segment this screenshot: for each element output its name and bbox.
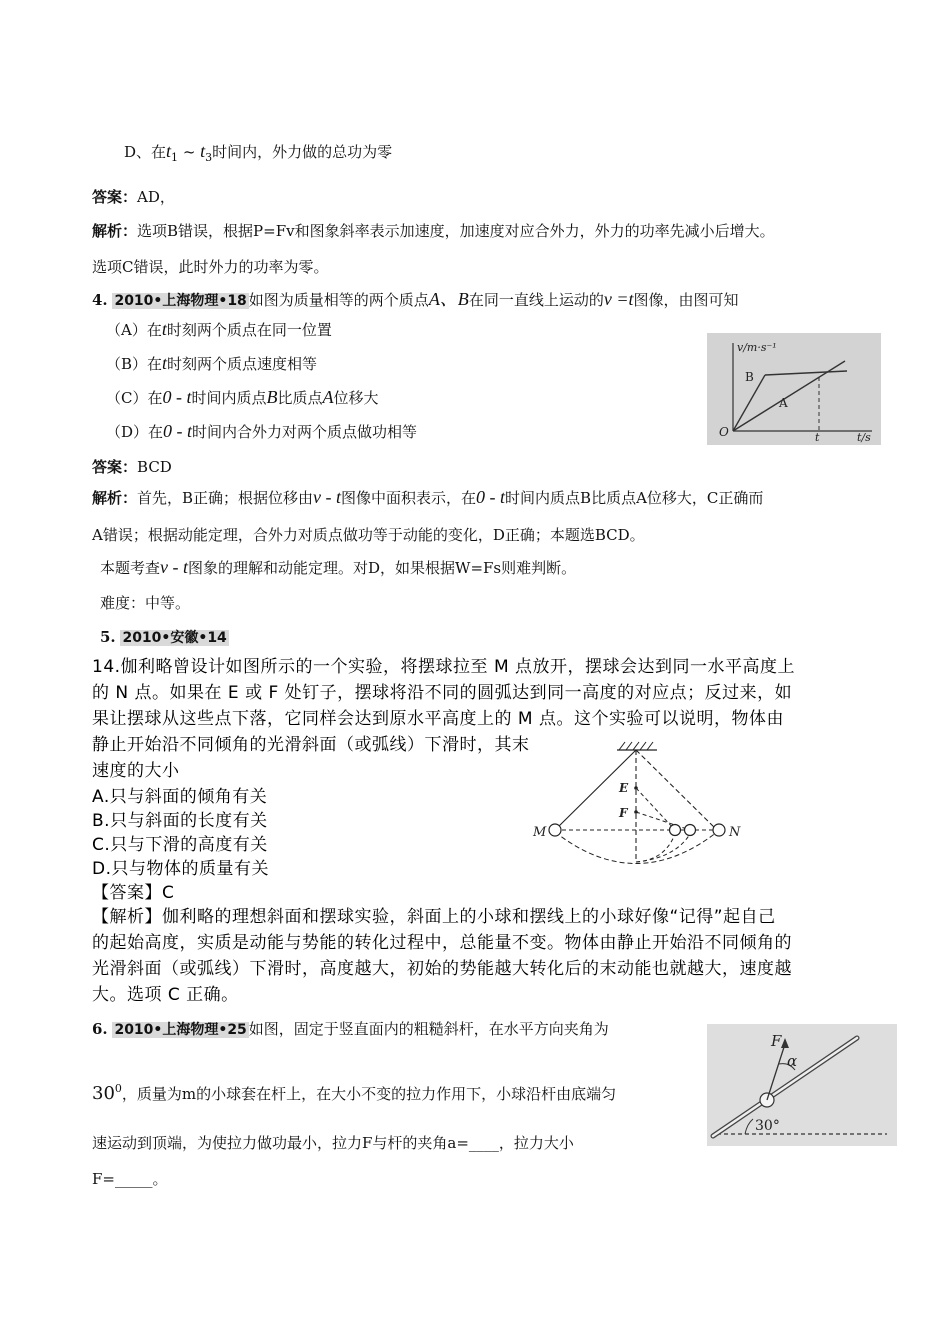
answer-value: AD， [137, 188, 175, 206]
q4-option-d [106, 420, 417, 443]
peg-e [634, 786, 638, 790]
q5-source: 2010•安徽•14 [122, 630, 227, 646]
q5-text-5: 速度的大小 [92, 761, 180, 781]
q4-stem-vt: v =t [603, 289, 634, 309]
option-post: 时刻两个质点速度相等 [167, 355, 318, 373]
q6-number: 6. [92, 1020, 108, 1038]
q5-analysis-2: 的起始高度，实质是动能与势能的转化过程中，总能量不变。物体由静止开始沿不同倾角的 [92, 933, 792, 953]
q4-option-b [106, 352, 317, 375]
q6-line4: F=_____。 [92, 1170, 168, 1188]
q5-number: 5. [100, 628, 116, 646]
q3-option-d-suffix: 时间内，外力做的总功为零 [212, 143, 393, 161]
q4-option-c [106, 386, 379, 409]
label-f: F [619, 806, 628, 820]
vt-y-label: v/m·s⁻¹ [737, 341, 777, 354]
q5-analysis-3: 光滑斜面（或弧线）下滑时，高度越大，初始的势能越大转化后的末动能也就越大，速度越 [92, 959, 792, 979]
analysis-label: 解析： [92, 222, 138, 240]
note-var: v - t [160, 557, 188, 577]
var-t1: t [166, 141, 172, 161]
ball-f-side [685, 825, 696, 836]
q5-answer: 【答案】C [92, 883, 175, 903]
q6-line3: 速运动到顶端，为使拉力做功最小，拉力F与杆的夹角a=____，拉力大小 [92, 1134, 574, 1152]
q3-analysis-line1 [92, 220, 775, 242]
q4-stem-a: 如图为质量相等的两个质点 [248, 291, 429, 309]
q4-vt-graph [707, 333, 881, 445]
arc-f [636, 834, 690, 862]
q6-rod-figure [707, 1024, 897, 1146]
ball-n [713, 824, 725, 836]
label-30: 30° [755, 1118, 780, 1134]
q5-option-b: B.只与斜面的长度有关 [92, 811, 268, 831]
var-t3: t [200, 141, 206, 161]
q5-text-2: 的 N 点。如果在 E 或 F 处钉子，摆球将沿不同的圆弧达到同一高度的对应点；反过来，如 [92, 683, 793, 703]
q4-number: 4. [92, 291, 108, 309]
analysis-label: 解析： [92, 489, 138, 507]
string-e [636, 788, 675, 830]
q3-answer [92, 186, 175, 208]
q6-line1 [92, 1018, 609, 1041]
vt-label-a: A [779, 396, 788, 410]
string-right [636, 750, 717, 830]
option-pre: （C）在 [106, 389, 163, 407]
vt-x-label: t/s [857, 431, 871, 444]
q6-angle-sup: 0 [114, 1082, 122, 1095]
q4-stem-b: 在同一直线上运动的 [468, 291, 604, 309]
option-pre: （B）在 [106, 355, 163, 373]
option-pre: （A）在 [106, 321, 162, 339]
q5-option-c: C.只与下滑的高度有关 [92, 835, 268, 855]
q5-text-4: 静止开始沿不同倾角的光滑斜面（或弧线）下滑时，其末 [92, 735, 530, 755]
tilde: ~ [178, 143, 201, 161]
q4-analysis-line2: A错误；根据动能定理，合外力对质点做功等于动能的变化，D正确；本题选BCD。 [92, 526, 645, 544]
analysis-var: v - t [313, 487, 342, 507]
ceiling-hatch [619, 742, 653, 750]
option-mid: 时间内质点 [191, 389, 267, 407]
q5-option-a: A.只与斜面的倾角有关 [92, 787, 268, 807]
note-text: 图象的理解和动能定理。对D，如果根据W=Fs则难判断。 [188, 559, 577, 577]
vt-line-b-flat [765, 371, 847, 375]
analysis-text: 首先，B正确；根据位移由 [137, 489, 314, 507]
peg-f [634, 810, 638, 814]
label-alpha: α [787, 1052, 798, 1070]
vt-origin: O [719, 425, 729, 439]
q4-analysis-line1 [92, 486, 763, 509]
angle-arc [745, 1119, 753, 1134]
q5-header [100, 626, 229, 649]
q5-pendulum-figure [525, 740, 750, 875]
force-arrowhead [781, 1038, 789, 1048]
option-var: t [162, 353, 168, 373]
analysis-var: 0 - t [476, 487, 506, 507]
analysis-text: 时间内质点B比质点A位移大，C正确而 [505, 489, 764, 507]
q6-line2-text: ，质量为m的小球套在杆上，在大小不变的拉力作用下，小球沿杆由底端匀 [121, 1085, 617, 1103]
label-e: E [619, 781, 629, 795]
option-var: 0 - t [162, 387, 192, 407]
q4-stem-c: 图像，由图可知 [633, 291, 739, 309]
answer-label: 答案： [92, 458, 138, 476]
option-var2: B [266, 387, 278, 407]
vt-label-b: B [745, 370, 754, 384]
option-post: 位移大 [333, 389, 379, 407]
option-var3: A [322, 387, 334, 407]
option-pre: （D）在 [106, 423, 164, 441]
q5-option-d: D.只与物体的质量有关 [92, 859, 269, 879]
q5-analysis-4: 大。选项 C 正确。 [92, 985, 239, 1005]
ball-e-side [670, 825, 681, 836]
pendulum-svg [525, 740, 750, 875]
answer-value: BCD [137, 458, 172, 476]
option-mid2: 比质点 [277, 389, 323, 407]
q6-angle: 30 [92, 1083, 115, 1104]
label-m: M [533, 825, 547, 840]
q5-text-3: 果让摆球从这些点下落，它同样会达到原水平高度上的 M 点。这个实验可以说明，物体由 [92, 709, 784, 729]
q6-source: 2010•上海物理•25 [114, 1022, 247, 1038]
q6-line1-text: 如图，固定于竖直面内的粗糙斜杆，在水平方向夹角为 [248, 1020, 609, 1038]
analysis-text: 选项B错误，根据P=Fv和图象斜率表示加速度，加速度对应合外力，外力的功率先减小后增大。 [137, 222, 775, 240]
answer-label: 答案： [92, 188, 138, 206]
q6-line2 [92, 1078, 616, 1105]
vt-graph-svg [707, 333, 881, 445]
q4-option-a [106, 318, 332, 341]
string-f [636, 812, 690, 830]
q4-note [100, 556, 576, 579]
q4-source: 2010•上海物理•18 [114, 293, 247, 309]
analysis-text: 图像中面积表示，在 [341, 489, 477, 507]
q4-answer [92, 456, 172, 478]
option-var: 0 - t [163, 421, 193, 441]
q4-stem [92, 288, 738, 312]
var-t3-sub: 3 [205, 151, 213, 164]
label-n: N [729, 825, 741, 840]
rod-highlight [713, 1038, 857, 1136]
option-post: 时间内合外力对两个质点做功相等 [192, 423, 418, 441]
ball-m [549, 824, 561, 836]
vt-t-label: t [815, 431, 820, 444]
label-force: F [771, 1032, 782, 1050]
q3-option-d [124, 140, 392, 169]
var-t1-sub: 1 [171, 151, 179, 164]
q3-analysis-line2: 选项C错误，此时外力的功率为零。 [92, 258, 329, 276]
option-var: t [161, 319, 167, 339]
rod-svg [707, 1024, 897, 1146]
q5-text-1: 14.伽利略曾设计如图所示的一个实验，将摆球拉至 M 点放开，摆球会达到同一水平高度上 [92, 657, 796, 677]
note-text: 本题考查 [100, 559, 161, 577]
q4-difficulty: 难度：中等。 [100, 594, 191, 612]
option-post: 时刻两个质点在同一位置 [166, 321, 332, 339]
q5-analysis-1: 【解析】伽利略的理想斜面和摆球实验，斜面上的小球和摆线上的小球好像“记得”起自己 [92, 907, 776, 927]
q4-stem-ab: A、B [428, 289, 469, 309]
q3-option-d-prefix: D、在 [124, 143, 167, 161]
